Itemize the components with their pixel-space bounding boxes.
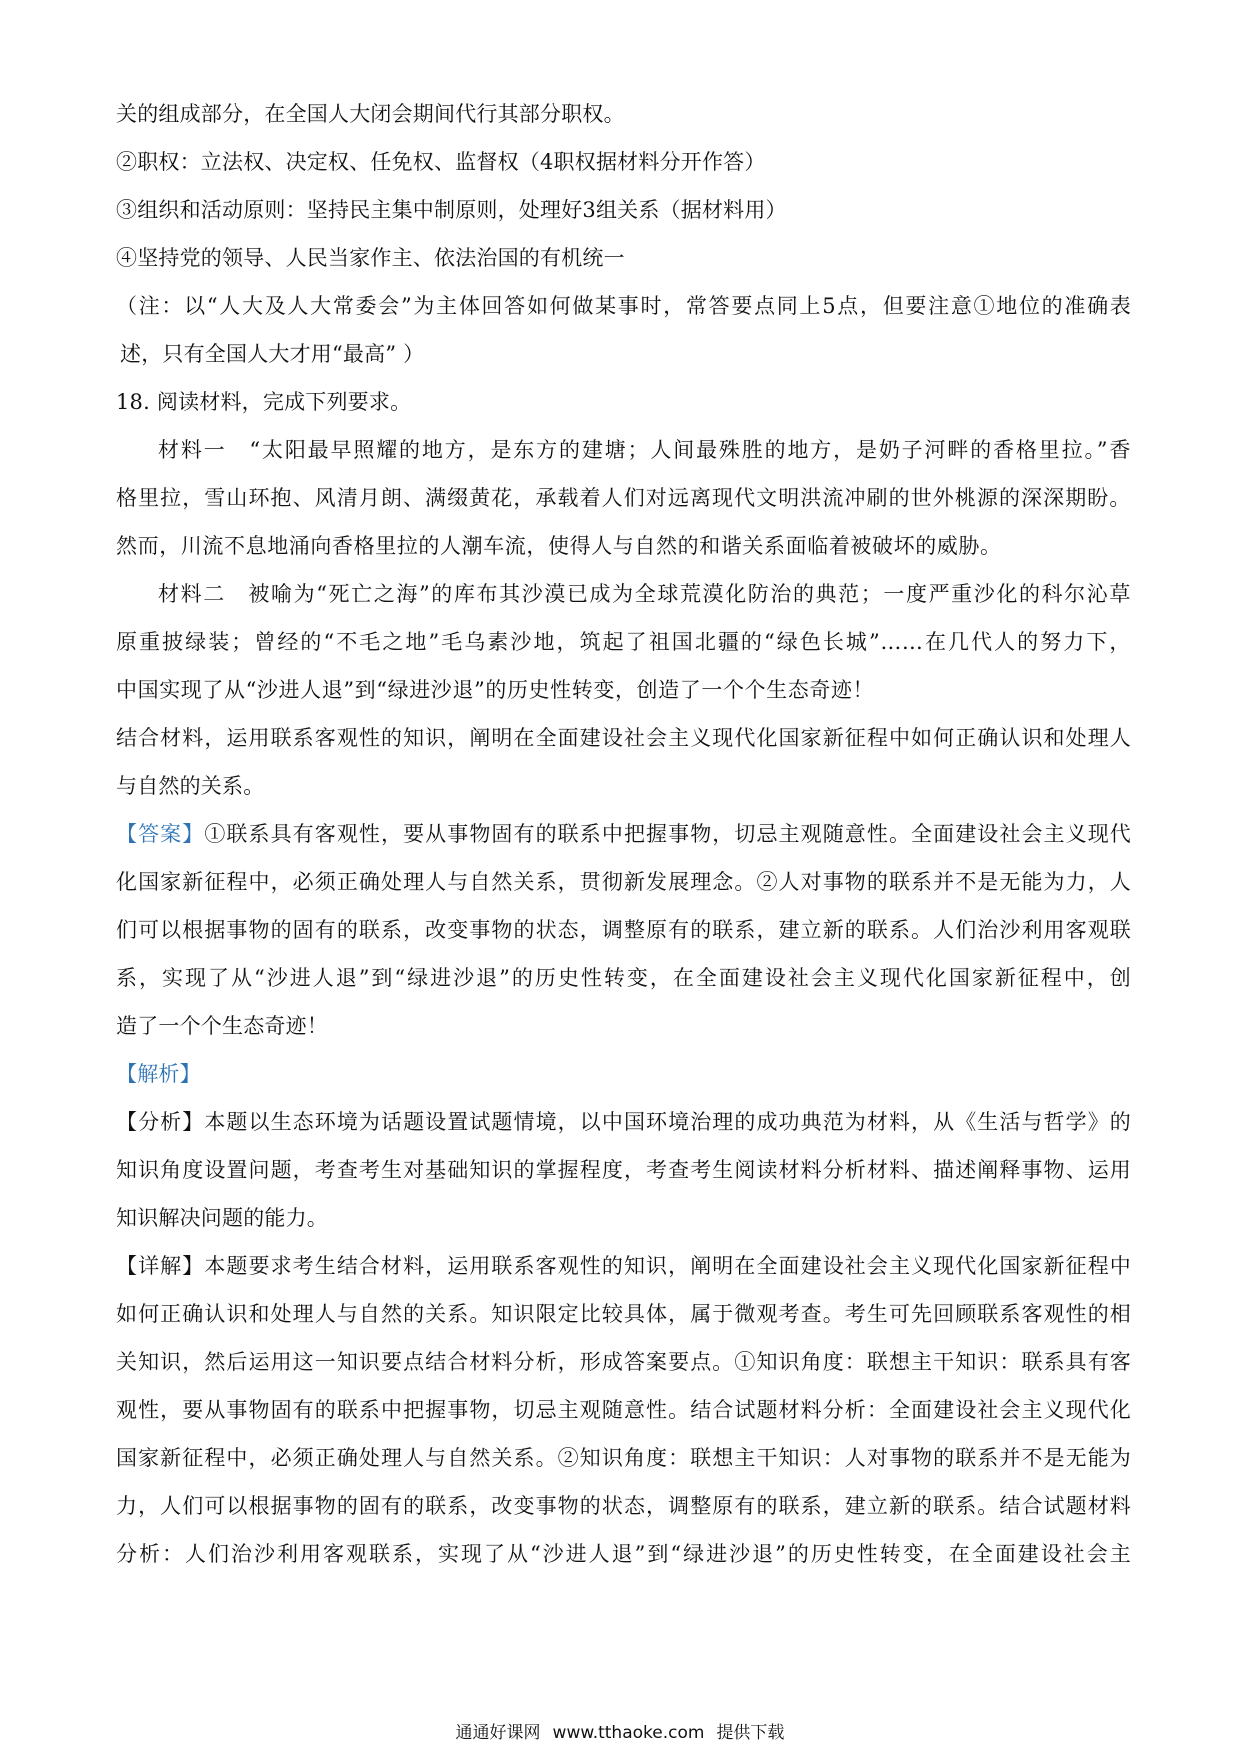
document-body (116, 90, 1131, 1578)
note-line: 述，只有全国人大才用“最高” ） (120, 342, 425, 366)
detail-line: 观性，要从事物固有的联系中把握事物，切忌主观随意性。结合试题材料分析：全面建设社会主义现代化 (116, 1398, 1131, 1422)
detail-line: 【详解】本题要求考生结合材料，运用联系客观性的知识，阐明在全面建设社会主义现代化国家新征程中 (116, 1254, 1131, 1278)
footer-suffix: 提供下载 (716, 1723, 785, 1743)
detail-line: 力，人们可以根据事物的固有的联系，改变事物的状态，调整原有的联系，建立新的联系。结合试题材料 (116, 1494, 1131, 1518)
text-line: ④坚持党的领导、人民当家作主、依法治国的有机统一 (116, 246, 625, 270)
text-line: ③组织和活动原则：坚持民主集中制原则，处理好3组关系（据材料用） (116, 198, 787, 222)
detail-line: 分析：人们治沙利用客观联系，实现了从“沙进人退”到“绿进沙退”的历史性转变，在全面建设社会主 (116, 1542, 1131, 1566)
answer-line: 造了一个个生态奇迹！ (116, 1014, 328, 1038)
footer-site-url[interactable]: www.tthaoke.com (552, 1723, 705, 1743)
detail-line: 如何正确认识和处理人与自然的关系。知识限定比较具体，属于微观考查。考生可先回顾联系客观性的相 (116, 1302, 1131, 1326)
analysis-line: 知识解决问题的能力。 (116, 1206, 328, 1230)
text-line: ②职权：立法权、决定权、任免权、监督权（4职权据材料分开作答） (116, 150, 766, 174)
question-prompt: 与自然的关系。 (116, 774, 265, 798)
footer-site-name: 通通好课网 (455, 1723, 541, 1743)
answer-line: 系，实现了从“沙进人退”到“绿进沙退”的历史性转变，在全面建设社会主义现代化国家新征程中，创 (116, 966, 1131, 990)
note-line: （注：以“人大及人大常委会”为主体回答如何做某事时，常答要点同上5点，但要注意①地位的准确表 (116, 294, 1131, 318)
material-one-line: 材料一 “太阳最早照耀的地方，是东方的建塘；人间最殊胜的地方，是奶子河畔的香格里拉。”香 (158, 438, 1131, 462)
material-one-line: 格里拉，雪山环抱、风清月朗、满缀黄花，承载着人们对远离现代文明洪流冲刷的世外桃源的深深期盼。 (116, 486, 1131, 510)
detail-line: 关知识，然后运用这一知识要点结合材料分析，形成答案要点。①知识角度：联想主干知识：联系具有客 (116, 1350, 1131, 1374)
question-title: 18. 阅读材料，完成下列要求。 (116, 390, 412, 414)
material-two-line: 原重披绿装；曾经的“不毛之地”毛乌素沙地，筑起了祖国北疆的“绿色长城”……在几代人的努力下， (116, 630, 1131, 654)
detail-line: 国家新征程中，必须正确处理人与自然关系。②知识角度：联想主干知识：人对事物的联系并不是无能为 (116, 1446, 1131, 1470)
answer-line: 们可以根据事物的固有的联系，改变事物的状态，调整原有的联系，建立新的联系。人们治沙利用客观联 (116, 918, 1131, 942)
analysis-heading (116, 1050, 1131, 1098)
material-one-line: 然而，川流不息地涌向香格里拉的人潮车流，使得人与自然的和谐关系面临着被破坏的威胁。 (116, 534, 1002, 558)
text-line: 关的组成部分，在全国人大闭会期间代行其部分职权。 (116, 102, 625, 126)
material-two-line: 中国实现了从“沙进人退”到“绿进沙退”的历史性转变，创造了一个个生态奇迹！ (116, 678, 875, 702)
question-prompt: 结合材料，运用联系客观性的知识，阐明在全面建设社会主义现代化国家新征程中如何正确认识和处理人 (116, 726, 1131, 750)
answer-line (116, 810, 1131, 858)
answer-text: ①联系具有客观性，要从事物固有的联系中把握事物，切忌主观随意性。全面建设社会主义现代 (204, 822, 1131, 846)
analysis-line: 知识角度设置问题，考查考生对基础知识的掌握程度，考查考生阅读材料分析材料、描述阐释事物、运用 (116, 1158, 1131, 1182)
answer-line: 化国家新征程中，必须正确处理人与自然关系，贯彻新发展理念。②人对事物的联系并不是无能为力，人 (116, 870, 1131, 894)
answer-tag: 【答案】 (116, 822, 205, 846)
page-footer (0, 1718, 1240, 1743)
material-two-line: 材料二 被喻为“死亡之海”的库布其沙漠已成为全球荒漠化防治的典范；一度严重沙化的科尔沁草 (158, 582, 1131, 606)
analysis-line: 【分析】本题以生态环境为话题设置试题情境，以中国环境治理的成功典范为材料，从《生活与哲学》的 (116, 1110, 1131, 1134)
analysis-tag: 【解析】 (116, 1062, 201, 1086)
